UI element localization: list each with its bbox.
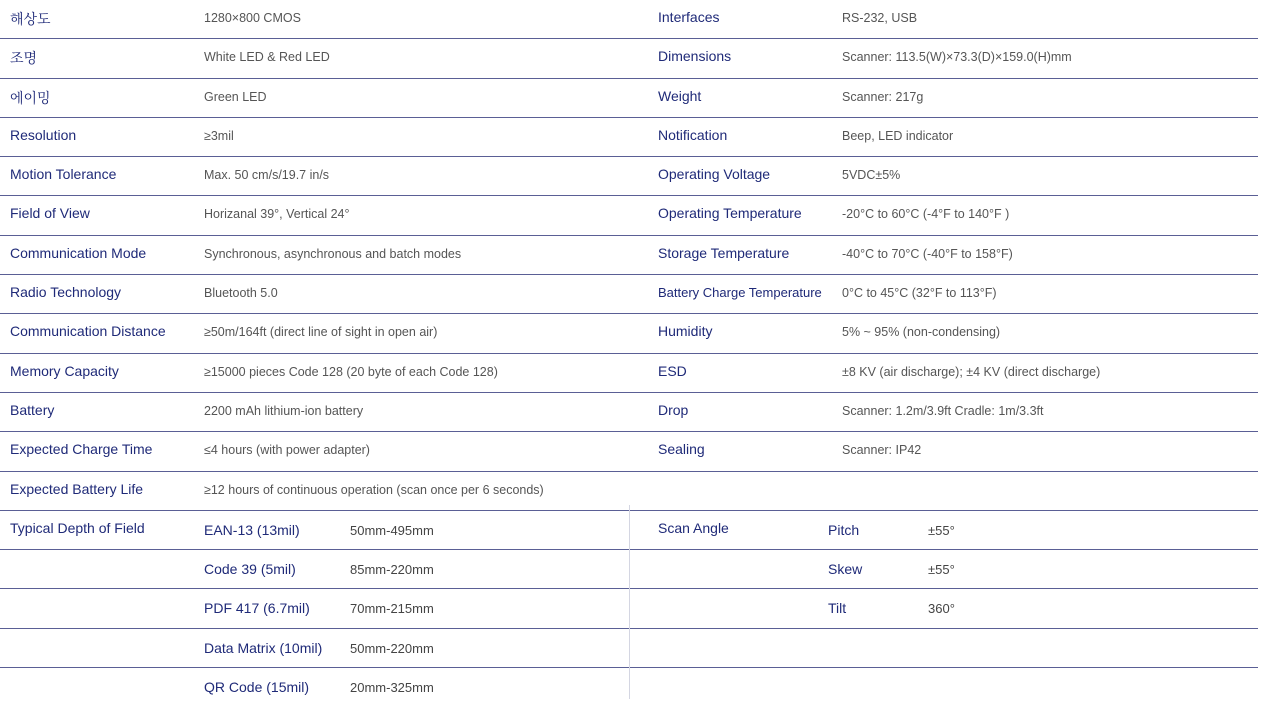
column-divider [629, 505, 630, 699]
spec-value: -40°C to 70°C (-40°F to 158°F) [842, 246, 1013, 261]
dof-symbology: Code 39 (5mil) [204, 561, 296, 578]
spec-label: Humidity [658, 323, 713, 340]
spec-value: White LED & Red LED [204, 50, 330, 65]
scan-angle-cell [630, 550, 1258, 589]
dof-cell [0, 511, 630, 550]
spec-cell-left [0, 472, 630, 511]
spec-row [0, 79, 1264, 118]
spec-label: Sealing [658, 441, 705, 458]
spec-value: 2200 mAh lithium-ion battery [204, 403, 364, 418]
spec-row [0, 236, 1264, 275]
spec-value: Max. 50 cm/s/19.7 in/s [204, 168, 330, 183]
spec-cell-right [630, 157, 1258, 196]
spec-cell-right [630, 79, 1258, 118]
spec-value: ≥12 hours of continuous operation (scan once per 6 seconds) [204, 482, 544, 497]
spec-row [0, 314, 1264, 353]
spec-label: Battery Charge Temperature [658, 285, 822, 301]
scan-angle-label: Scan Angle [658, 519, 729, 536]
spec-label: ESD [658, 362, 687, 379]
spec-value: -20°C to 60°C (-4°F to 140°F ) [842, 207, 1010, 222]
spec-cell-left [0, 196, 630, 235]
dof-symbology: Data Matrix (10mil) [204, 639, 323, 656]
spec-label: 조명 [10, 50, 38, 67]
scan-angle-cell-empty [630, 668, 1258, 707]
scan-angle-cell-empty [630, 629, 1258, 668]
spec-value: 5% ~ 95% (non-condensing) [842, 325, 1001, 340]
spec-label: 해상도 [10, 11, 51, 27]
spec-row [0, 432, 1264, 471]
dof-cell [0, 629, 630, 668]
spec-row [0, 275, 1264, 314]
spec-label: Radio Technology [10, 284, 122, 301]
spec-cell-left [0, 236, 630, 275]
spec-cell-left [0, 39, 630, 78]
spec-value: Green LED [204, 89, 267, 104]
spec-cell-left [0, 0, 630, 39]
spec-label: Field of View [10, 205, 90, 222]
spec-value: Bluetooth 5.0 [204, 286, 278, 301]
scan-angle-value: ±55° [928, 522, 955, 538]
dof-row [0, 589, 1264, 628]
spec-cell-right [630, 236, 1258, 275]
spec-cell-left [0, 354, 630, 393]
spec-label: Operating Temperature [658, 205, 802, 222]
dof-range: 85mm-220mm [350, 562, 434, 578]
spec-value: 1280×800 CMOS [204, 11, 301, 25]
spec-label: Battery [10, 401, 55, 418]
spec-cell-right [630, 393, 1258, 432]
spec-value: Scanner: 1.2m/3.9ft Cradle: 1m/3.3ft [842, 403, 1044, 418]
dof-cell [0, 589, 630, 628]
spec-row [0, 0, 1264, 39]
dof-label: Typical Depth of Field [10, 519, 145, 536]
spec-label: 에이밍 [10, 89, 51, 106]
spec-cell-left [0, 275, 630, 314]
scan-angle-cell [630, 589, 1258, 628]
spec-value: Scanner: IP42 [842, 443, 922, 458]
dof-range: 20mm-325mm [350, 680, 434, 696]
spec-label: Communication Distance [10, 323, 166, 340]
spec-label: Communication Mode [10, 244, 147, 261]
spec-value: Scanner: 113.5(W)×73.3(D)×159.0(H)mm [842, 50, 1072, 65]
spec-value: 0°C to 45°C (32°F to 113°F) [842, 286, 997, 301]
dof-symbology: PDF 417 (6.7mil) [204, 600, 310, 617]
spec-value: Scanner: 217g [842, 89, 924, 104]
spec-label: Motion Tolerance [10, 166, 117, 183]
spec-value: ≥3mil [204, 128, 234, 143]
scan-angle-axis: Pitch [828, 521, 860, 538]
spec-value: ±8 KV (air discharge); ±4 KV (direct discharge) [842, 364, 1101, 379]
spec-value: Beep, LED indicator [842, 128, 954, 143]
dof-row [0, 550, 1264, 589]
spec-row [0, 472, 1264, 511]
spec-cell-right [630, 0, 1258, 39]
spec-label: Weight [658, 87, 702, 104]
spec-value: RS-232, USB [842, 11, 918, 25]
spec-row [0, 39, 1264, 78]
spec-cell-left [0, 393, 630, 432]
scan-angle-axis: Tilt [828, 600, 847, 617]
dof-cell [0, 550, 630, 589]
scan-angle-cell [630, 511, 1258, 550]
dof-range: 50mm-220mm [350, 640, 434, 656]
spec-value: Horizanal 39°, Vertical 24° [204, 207, 350, 222]
spec-cell-right-empty [630, 472, 1258, 511]
spec-value: ≥50m/164ft (direct line of sight in open air) [204, 325, 438, 340]
spec-label: Dimensions [658, 48, 732, 65]
scan-angle-value: 360° [928, 601, 955, 617]
spec-cell-left [0, 157, 630, 196]
spec-cell-left [0, 432, 630, 471]
spec-row [0, 157, 1264, 196]
spec-cell-right [630, 39, 1258, 78]
dof-row [0, 668, 1264, 707]
spec-label: Memory Capacity [10, 362, 119, 379]
spec-cell-right [630, 196, 1258, 235]
spec-cell-right [630, 354, 1258, 393]
spec-label: Interfaces [658, 9, 720, 25]
spec-label: Expected Charge Time [10, 441, 153, 458]
spec-cell-left [0, 314, 630, 353]
spec-value: 5VDC±5% [842, 168, 901, 183]
spec-cell-right [630, 118, 1258, 157]
spec-label: Notification [658, 126, 728, 143]
spec-label: Storage Temperature [658, 244, 790, 261]
dof-range: 50mm-495mm [350, 522, 434, 538]
spec-value: ≥15000 pieces Code 128 (20 byte of each Code 128) [204, 364, 498, 379]
dof-row [0, 629, 1264, 668]
spec-row [0, 196, 1264, 235]
spec-label: Drop [658, 401, 689, 418]
spec-value: ≤4 hours (with power adapter) [204, 443, 370, 458]
scan-angle-value: ±55° [928, 562, 955, 578]
spec-cell-right [630, 275, 1258, 314]
spec-label: Resolution [10, 126, 77, 143]
spec-row [0, 118, 1264, 157]
spec-label: Operating Voltage [658, 166, 771, 183]
dof-symbology: QR Code (15mil) [204, 679, 310, 696]
dof-range: 70mm-215mm [350, 601, 434, 617]
spec-cell-right [630, 432, 1258, 471]
scan-angle-axis: Skew [828, 561, 863, 578]
spec-label: Expected Battery Life [10, 480, 144, 497]
spec-cell-left [0, 118, 630, 157]
spec-cell-right [630, 314, 1258, 353]
spec-row [0, 393, 1264, 432]
dof-cell [0, 668, 630, 707]
dof-symbology: EAN-13 (13mil) [204, 521, 300, 538]
spec-cell-left [0, 79, 630, 118]
spec-row [0, 354, 1264, 393]
spec-value: Synchronous, asynchronous and batch modes [204, 246, 462, 261]
dof-row [0, 511, 1264, 550]
